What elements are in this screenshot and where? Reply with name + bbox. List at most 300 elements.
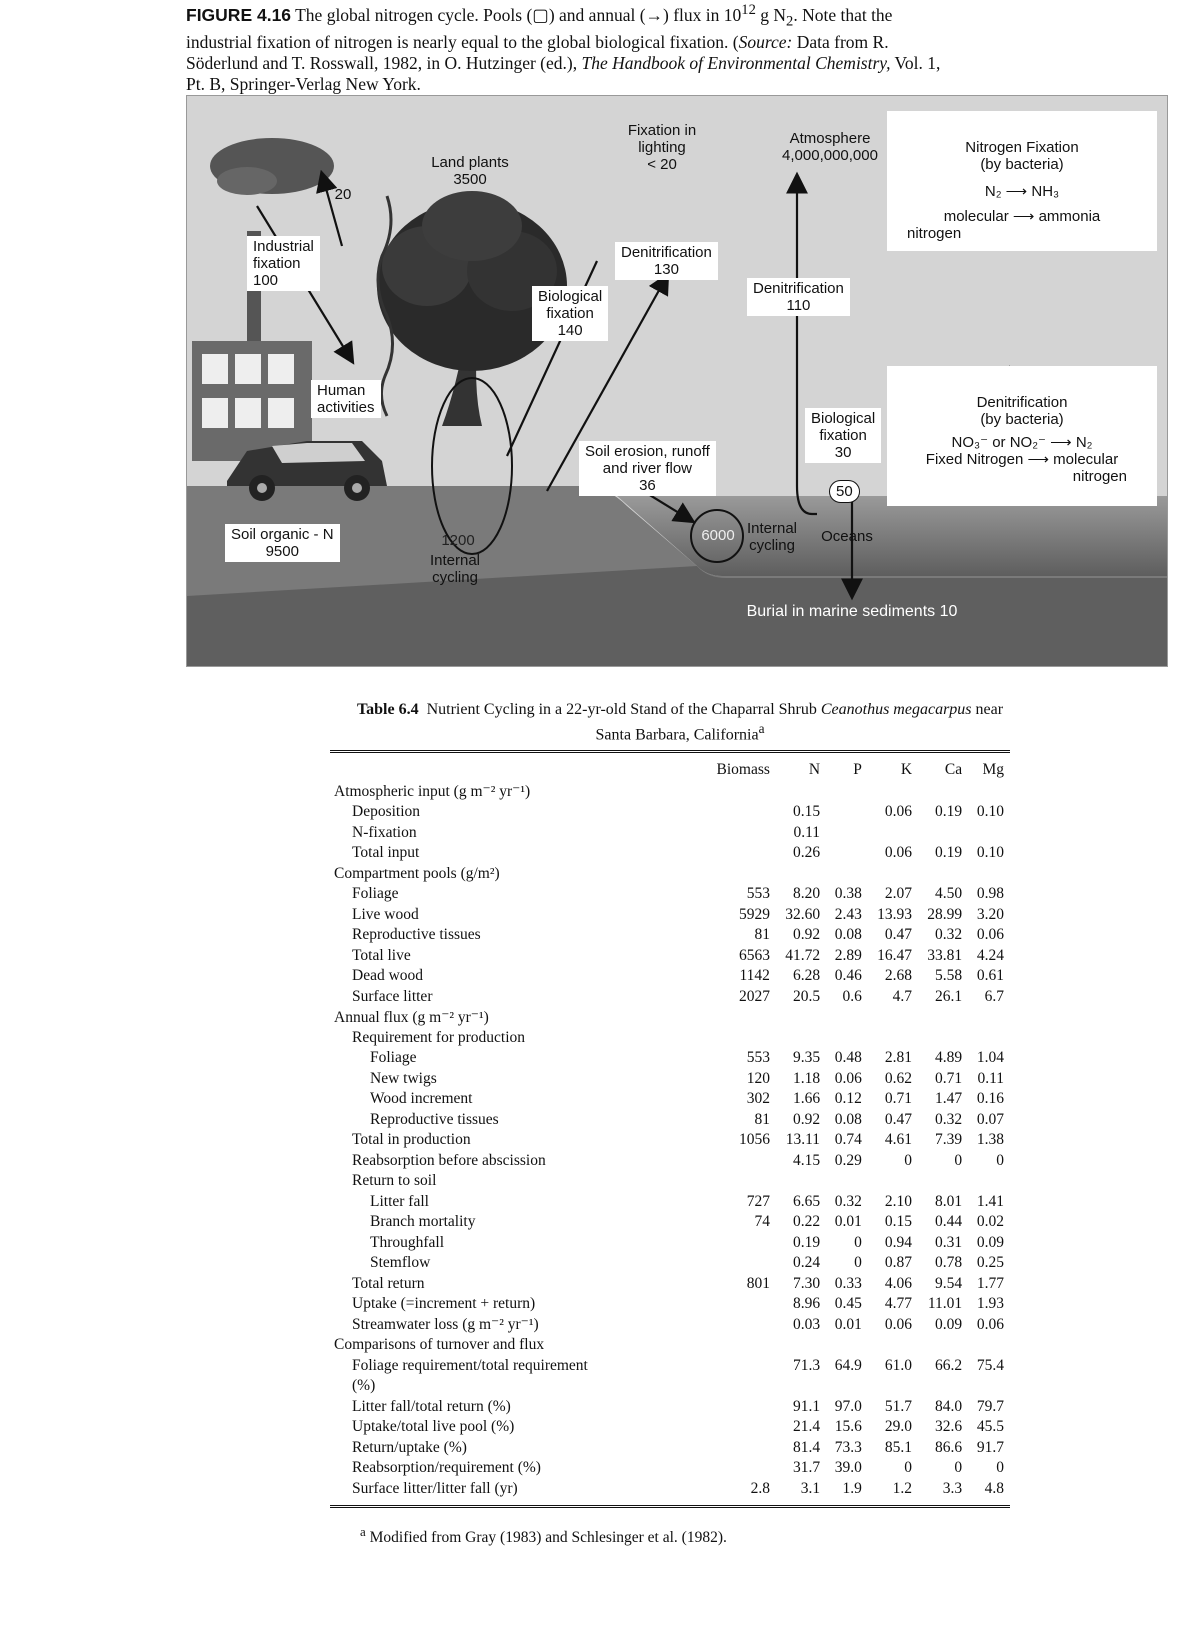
table-cell: 66.2 — [935, 1356, 963, 1374]
table-cell — [868, 822, 918, 843]
table-cell — [826, 802, 868, 823]
table-cell: 74 — [754, 1213, 770, 1231]
table-row — [330, 1027, 1010, 1048]
table-cell: 20.5 — [792, 987, 821, 1005]
table-cell: 1.47 — [935, 1090, 963, 1108]
table-cell: 0.03 — [792, 1315, 821, 1333]
row-label: Litter fall — [370, 1192, 429, 1210]
table-cell: 1.04 — [976, 1049, 1004, 1067]
table-cell: 2.68 — [884, 967, 913, 985]
figure-label: FIGURE 4.16 — [186, 4, 292, 25]
table-cell: 0.45 — [834, 1295, 862, 1313]
soil-pool-1200: 1200 — [441, 532, 475, 549]
table-cell: 39.0 — [834, 1459, 862, 1477]
table-cell: 0.78 — [935, 1254, 963, 1272]
row-label: N-fixation — [352, 823, 417, 841]
flux-symbol: → — [645, 4, 664, 25]
table-cell: 553 — [746, 1049, 770, 1067]
table-cell: 727 — [746, 1192, 770, 1210]
table-cell — [826, 1027, 868, 1048]
table-cell: 81 — [754, 926, 770, 944]
table-cell: 85.1 — [884, 1438, 913, 1456]
ocean-pool-6000: 6000 — [701, 527, 735, 544]
table-cell: 0.08 — [834, 1110, 862, 1128]
table-cell: 4.15 — [792, 1151, 821, 1169]
table-cell: 7.39 — [935, 1131, 963, 1149]
table-row — [330, 1150, 1010, 1171]
table-cell — [868, 1007, 918, 1028]
table-cell: 41.72 — [785, 946, 821, 964]
table-cell — [706, 1437, 776, 1458]
table-cell: 32.6 — [935, 1418, 963, 1436]
table-cell: 0 — [954, 1151, 963, 1169]
table-cell: 4.24 — [976, 946, 1004, 964]
table-cell — [826, 1007, 868, 1028]
table-cell: 0.74 — [834, 1131, 862, 1149]
header-mg: Mg — [982, 761, 1004, 779]
table-cell: 0.47 — [884, 926, 913, 944]
table-row — [330, 1458, 1010, 1479]
table-cell — [826, 1335, 868, 1356]
caption-text: Data from R. Söderlund and T. Rosswall, 1982, in O. Hutzinger (ed.), — [186, 32, 889, 74]
row-label: Requirement for production — [352, 1028, 526, 1046]
nutrient-table-block — [330, 700, 1010, 1547]
table-cell: 6.28 — [792, 967, 821, 985]
table-cell: 26.1 — [935, 987, 963, 1005]
table-cell — [776, 1007, 826, 1028]
table-cell: 0.09 — [976, 1233, 1004, 1251]
table-cell: 45.5 — [976, 1418, 1004, 1436]
table-cell: 64.9 — [834, 1356, 862, 1374]
header-p: P — [853, 761, 862, 779]
table-cell: 0 — [854, 1254, 862, 1272]
table-cell: 0.06 — [834, 1069, 862, 1087]
table-row — [330, 925, 1010, 946]
table-cell: 0.32 — [935, 926, 963, 944]
caption-text: ) flux in 10 — [663, 4, 742, 25]
table-cell — [918, 1027, 968, 1048]
table-row — [330, 1130, 1010, 1151]
table-cell — [706, 1458, 776, 1479]
table-row — [330, 986, 1010, 1007]
header-label — [330, 753, 706, 781]
header-k: K — [900, 761, 913, 779]
row-label: Streamwater loss (g m⁻² yr⁻¹) — [352, 1316, 539, 1334]
table-cell: 2.07 — [884, 885, 913, 903]
table-footnote: $^a$ Modified from Gray (1983) and Schlesinger et al. (1982). — [360, 1523, 727, 1546]
table-cell: 6.7 — [984, 987, 1004, 1005]
table-cell: 1.9 — [842, 1479, 862, 1497]
table-cell — [868, 1376, 918, 1397]
table-cell: 0.02 — [976, 1213, 1004, 1231]
table-cell — [776, 1171, 826, 1192]
table-cell: 0 — [996, 1151, 1004, 1169]
table-cell: 0.92 — [792, 926, 821, 944]
table-cell: 1.41 — [976, 1192, 1004, 1210]
table-row — [330, 1068, 1010, 1089]
table-cell: 86.6 — [935, 1438, 963, 1456]
table-cell — [826, 863, 868, 884]
table-cell: 1.93 — [976, 1295, 1004, 1313]
table-cell: 0.15 — [884, 1213, 913, 1231]
pool-symbol: ▢ — [532, 4, 549, 25]
table-cell — [918, 1171, 968, 1192]
table-cell: 75.4 — [976, 1356, 1004, 1374]
table-cell: 13.93 — [877, 905, 913, 923]
table-cell — [868, 863, 918, 884]
table-cell: 0.06 — [976, 1315, 1004, 1333]
table-cell — [706, 1314, 776, 1335]
source-label: Source: — [738, 32, 793, 53]
row-label: Comparisons of turnover and flux — [334, 1336, 545, 1354]
table-cell: 4.89 — [935, 1049, 963, 1067]
table-cell: 84.0 — [935, 1397, 963, 1415]
table-cell: 1.18 — [792, 1069, 821, 1087]
table-cell — [968, 781, 1010, 802]
nitrogen-cycle-figure — [186, 95, 1168, 667]
table-cell: 0.71 — [935, 1069, 963, 1087]
table-cell: 0.06 — [884, 1315, 913, 1333]
table-cell — [706, 802, 776, 823]
table-cell: 0.11 — [977, 1069, 1004, 1087]
table-row — [330, 904, 1010, 925]
nutrient-table — [330, 753, 1010, 1499]
table-cell — [826, 822, 868, 843]
table-cell: 0.46 — [834, 967, 862, 985]
table-cell — [918, 863, 968, 884]
table-cell — [968, 1027, 1010, 1048]
row-label: Compartment pools (g/m²) — [334, 864, 500, 882]
table-cell: 0.07 — [976, 1110, 1004, 1128]
soil-organic-label: Soil organic - N 9500 — [225, 524, 340, 562]
table-cell: 0.92 — [792, 1110, 821, 1128]
table-cell — [918, 781, 968, 802]
row-label: Total input — [352, 844, 420, 862]
table-cell — [706, 1027, 776, 1048]
table-cell — [706, 781, 776, 802]
table-cell — [706, 1335, 776, 1356]
table-cell: 13.11 — [785, 1131, 821, 1149]
row-label: Return/uptake (%) — [352, 1438, 467, 1456]
table-cell: 1.2 — [892, 1479, 913, 1497]
biological-fixation-ocean-label: Biological fixation 30 — [805, 408, 881, 463]
table-cell: 0.29 — [834, 1151, 862, 1169]
table-cell: 0.01 — [834, 1315, 862, 1333]
land-plants-label: Land plants 3500 — [431, 154, 509, 188]
table-cell — [968, 1376, 1010, 1397]
table-cell: 2.81 — [884, 1049, 913, 1067]
table-cell: 32.60 — [785, 905, 821, 923]
table-cell: 8.96 — [792, 1295, 821, 1313]
row-label: Branch mortality — [370, 1213, 476, 1231]
table-cell — [706, 1417, 776, 1438]
table-cell — [706, 1232, 776, 1253]
table-cell: 0.25 — [976, 1254, 1004, 1272]
row-label: Uptake/total live pool (%) — [352, 1418, 515, 1436]
row-label: Surface litter/litter fall (yr) — [352, 1479, 518, 1497]
table-cell: 0.06 — [976, 926, 1004, 944]
row-label: Surface litter — [352, 987, 433, 1005]
table-cell: 0.44 — [935, 1213, 963, 1231]
row-label: Foliage — [370, 1049, 417, 1067]
table-cell: 0.31 — [935, 1233, 963, 1251]
row-label: Atmospheric input (g m⁻² yr⁻¹) — [334, 783, 531, 801]
table-cell: 5929 — [738, 905, 770, 923]
table-row — [330, 884, 1010, 905]
table-row — [330, 1253, 1010, 1274]
table-cell: 97.0 — [834, 1397, 862, 1415]
row-label: Return to soil — [352, 1172, 437, 1190]
table-cell — [706, 1007, 776, 1028]
table-cell: 0.16 — [976, 1090, 1004, 1108]
table-cell: 4.7 — [892, 987, 913, 1005]
table-cell: 302 — [746, 1090, 770, 1108]
table-row — [330, 966, 1010, 987]
caption-text: g N — [755, 4, 787, 25]
table-cell: 0.19 — [935, 844, 963, 862]
header-n: N — [808, 761, 821, 779]
table-cell — [706, 863, 776, 884]
table-row — [330, 1478, 1010, 1499]
table-cell — [868, 1335, 918, 1356]
table-row — [330, 822, 1010, 843]
oceans-label: Oceans — [821, 528, 873, 545]
table-cell: 4.61 — [884, 1131, 913, 1149]
table-cell: 0.06 — [884, 844, 913, 862]
table-cell — [706, 843, 776, 864]
row-label: Wood increment — [370, 1090, 473, 1108]
row-label: Total in production — [352, 1131, 471, 1149]
table-row — [330, 1212, 1010, 1233]
table-cell: 0.22 — [792, 1213, 821, 1231]
header-biomass: Biomass — [716, 761, 770, 779]
table-cell: 0.32 — [935, 1110, 963, 1128]
human-activities-label: Human activities — [311, 380, 381, 418]
table-cell: 8.20 — [792, 885, 821, 903]
table-title: Table 6.4 Nutrient Cycling in a 22-yr-old Stand of the Chaparral Shrub Ceanothus megacarpus near Santa Barbara, California$^a$ — [356, 701, 1004, 744]
table-cell: 553 — [746, 885, 770, 903]
table-cell: 0.09 — [935, 1315, 963, 1333]
table-cell: 0.87 — [884, 1254, 913, 1272]
table-cell: 0.71 — [884, 1090, 913, 1108]
table-row — [330, 1109, 1010, 1130]
caption-subscript: 2 — [786, 13, 794, 30]
table-cell — [706, 1253, 776, 1274]
table-cell: 4.06 — [884, 1274, 913, 1292]
table-cell — [776, 863, 826, 884]
table-cell — [826, 843, 868, 864]
table-row — [330, 1007, 1010, 1028]
row-label: Annual flux (g m⁻² yr⁻¹) — [334, 1008, 489, 1026]
table-cell — [918, 1335, 968, 1356]
table-cell — [826, 1376, 868, 1397]
table-cell — [868, 781, 918, 802]
table-row — [330, 1396, 1010, 1417]
legend-denitrification: Denitrification (by bacteria) NO₃⁻ or NO₂⁻ ⟶ N₂ Fixed Nitrogen ⟶ molecular nitrogen — [887, 366, 1157, 506]
table-cell: 4.8 — [984, 1479, 1004, 1497]
table-row — [330, 1171, 1010, 1192]
table-cell: 0.11 — [793, 823, 821, 841]
legend-nitrogen-fixation: Nitrogen Fixation (by bacteria) N₂ ⟶ NH₃ molecular ⟶ ammonia nitrogen — [887, 111, 1157, 251]
table-cell: 0.33 — [834, 1274, 862, 1292]
table-cell: 9.54 — [935, 1274, 963, 1292]
denitrification-ocean-label: Denitrification 110 — [747, 278, 850, 316]
denitrification-land-label: Denitrification 130 — [615, 242, 718, 280]
fixation-lighting-label: Fixation in lighting < 20 — [627, 122, 697, 173]
table-cell: 81.4 — [792, 1438, 821, 1456]
table-header-row — [330, 753, 1010, 781]
table-cell — [706, 1150, 776, 1171]
table-cell: 2.8 — [750, 1479, 770, 1497]
table-cell: 0.10 — [976, 844, 1004, 862]
table-row — [330, 945, 1010, 966]
table-cell — [776, 1335, 826, 1356]
table-cell: 1.77 — [976, 1274, 1004, 1292]
table-cell — [706, 1396, 776, 1417]
soil-erosion-label: Soil erosion, runoff and river flow 36 — [579, 441, 716, 496]
flux-20-label: 20 — [334, 186, 352, 203]
row-label: Dead wood — [352, 967, 424, 985]
row-label: Reabsorption/requirement (%) — [352, 1459, 541, 1477]
table-cell — [706, 1355, 776, 1376]
table-cell: 801 — [746, 1274, 770, 1292]
table-row — [330, 843, 1010, 864]
table-cell: 0.94 — [884, 1233, 913, 1251]
table-cell: 81 — [754, 1110, 770, 1128]
table-cell — [706, 1294, 776, 1315]
table-cell: 0.24 — [792, 1254, 821, 1272]
table-cell: 120 — [746, 1069, 770, 1087]
row-label: Foliage requirement/total requirement — [352, 1356, 588, 1374]
table-cell: 15.6 — [834, 1418, 862, 1436]
table-cell — [968, 863, 1010, 884]
table-cell: 29.0 — [884, 1418, 913, 1436]
table-cell: 0 — [996, 1459, 1004, 1477]
row-label: Total return — [352, 1274, 425, 1292]
table-cell: 61.0 — [884, 1356, 913, 1374]
table-cell: 2.43 — [834, 905, 862, 923]
caption-exponent: 12 — [741, 2, 756, 18]
row-label: Litter fall/total return (%) — [352, 1397, 511, 1415]
table-row — [330, 1232, 1010, 1253]
biological-fixation-land-label: Biological fixation 140 — [532, 286, 608, 341]
table-cell: 3.1 — [800, 1479, 821, 1497]
table-row — [330, 1273, 1010, 1294]
table-row — [330, 1089, 1010, 1110]
table-cell: 0.08 — [834, 926, 862, 944]
table-cell: 1056 — [738, 1131, 770, 1149]
table-cell: 2027 — [738, 987, 770, 1005]
caption-text: ) and annual ( — [548, 4, 646, 25]
table-cell: 0.12 — [834, 1090, 862, 1108]
table-cell: 0 — [854, 1233, 862, 1251]
table-cell: 51.7 — [884, 1397, 913, 1415]
table-cell: 0.06 — [884, 803, 913, 821]
row-label: Live wood — [352, 905, 419, 923]
atmosphere-label: Atmosphere 4,000,000,000 — [782, 130, 878, 164]
table-cell: 91.1 — [792, 1397, 821, 1415]
table-cell: 71.3 — [792, 1356, 821, 1374]
table-cell: 91.7 — [976, 1438, 1004, 1456]
table-cell: 4.77 — [884, 1295, 913, 1313]
table-cell — [868, 1027, 918, 1048]
table-row — [330, 1335, 1010, 1356]
table-cell: 1.38 — [976, 1131, 1004, 1149]
table-cell: 0 — [904, 1459, 913, 1477]
table-cell — [868, 1171, 918, 1192]
table-cell: 3.3 — [942, 1479, 963, 1497]
table-row — [330, 863, 1010, 884]
table-cell: 0.48 — [834, 1049, 862, 1067]
table-row — [330, 1048, 1010, 1069]
table-cell: 2.10 — [884, 1192, 913, 1210]
industrial-fixation-label: Industrial fixation 100 — [247, 236, 320, 291]
table-cell: 0.32 — [834, 1192, 862, 1210]
table-cell — [706, 822, 776, 843]
species-name: Ceanothus megacarpus — [820, 701, 972, 718]
table-cell — [918, 1376, 968, 1397]
table-cell — [968, 1335, 1010, 1356]
table-cell — [826, 1171, 868, 1192]
table-row — [330, 1417, 1010, 1438]
row-label: Throughfall — [370, 1233, 445, 1251]
burial-label: Burial in marine sediments 10 — [746, 603, 958, 620]
table-row — [330, 1294, 1010, 1315]
caption-text: Vol. 1, Pt. B, Springer-Verlag New York. — [186, 53, 941, 95]
row-label: New twigs — [370, 1069, 437, 1087]
table-cell — [918, 822, 968, 843]
table-cell — [776, 1376, 826, 1397]
table-cell: 79.7 — [976, 1397, 1004, 1415]
row-label: Reabsorption before abscission — [352, 1151, 546, 1169]
table-cell — [776, 781, 826, 802]
table-cell — [968, 822, 1010, 843]
table-row — [330, 1437, 1010, 1458]
caption-text: . Note that the industrial fixation of nitrogen is nearly equal to the global biological fixation. ( — [186, 4, 893, 53]
table-cell: 0 — [954, 1459, 963, 1477]
table-cell: 0.10 — [976, 803, 1004, 821]
table-cell: 7.30 — [792, 1274, 821, 1292]
internal-cycling-ocean-label: Internal cycling — [746, 520, 798, 554]
row-label: Foliage — [352, 885, 399, 903]
internal-cycling-land-label: Internal cycling — [429, 552, 481, 586]
table-cell: 0.19 — [792, 1233, 821, 1251]
table-row — [330, 781, 1010, 802]
table-cell: 1142 — [739, 967, 770, 985]
table-cell: 0.6 — [842, 987, 862, 1005]
book-title: The Handbook of Environmental Chemistry, — [581, 53, 891, 74]
table-cell: 21.4 — [792, 1418, 821, 1436]
caption-text: The global nitrogen cycle. Pools ( — [291, 4, 533, 25]
table-cell — [706, 1171, 776, 1192]
row-label: Stemflow — [370, 1254, 431, 1272]
table-cell — [968, 1007, 1010, 1028]
table-cell: 31.7 — [792, 1459, 821, 1477]
table-row — [330, 1355, 1010, 1376]
table-cell — [968, 1171, 1010, 1192]
table-label: Table 6.4 — [356, 701, 419, 718]
table-cell: 28.99 — [927, 905, 963, 923]
table-cell — [776, 1027, 826, 1048]
table-cell: 8.01 — [935, 1192, 963, 1210]
row-label: Reproductive tissues — [370, 1110, 499, 1128]
table-cell: 6563 — [738, 946, 770, 964]
table-cell: 4.50 — [935, 885, 963, 903]
row-label: Reproductive tissues — [352, 926, 481, 944]
ocean-pool-50: 50 — [829, 480, 860, 503]
table-row — [330, 1376, 1010, 1397]
table-cell: 3.20 — [976, 905, 1004, 923]
